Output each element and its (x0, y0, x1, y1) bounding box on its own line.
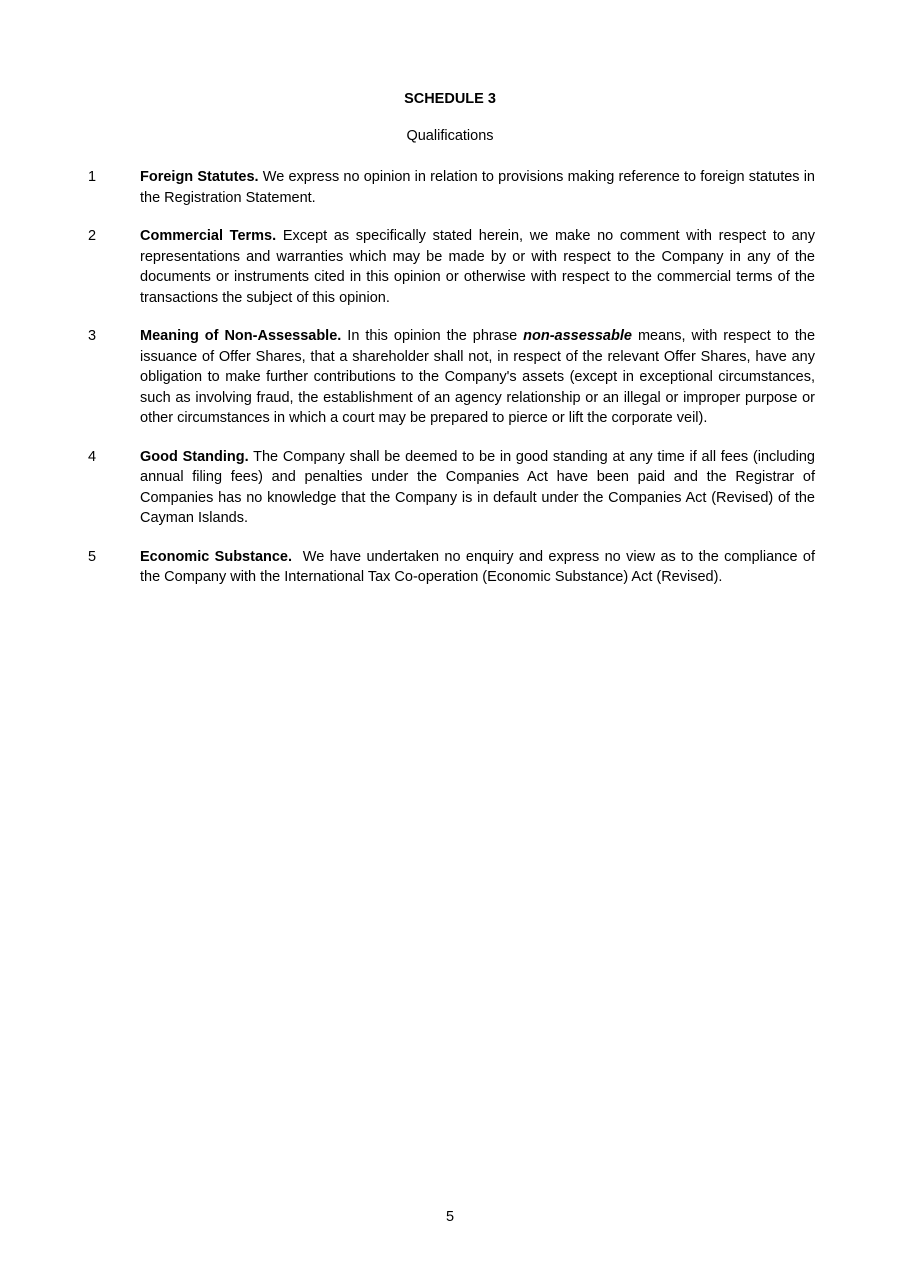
item-number: 3 (88, 328, 97, 344)
item-body: We express no opinion in relation to provisions making reference to foreign statutes in the Registration Statement. (140, 169, 816, 206)
page-number: 5 (445, 1209, 455, 1225)
item-text (140, 167, 815, 208)
list-item-good-standing (88, 447, 815, 529)
item-title: Good Standing. (140, 448, 249, 465)
item-text (140, 226, 815, 308)
item-body-after: means, with respect to the issuance of Offer Shares, that a shareholder shall not, in respect of the relevant Offer Shares, have any obligation to make further contributions to the Company's assets (except in exceptional circumstances, such as involving fraud, the establishment of an agency relationship or an illegal or improper purpose or other circumstances in which a court may be prepared to pierce or lift the corporate veil). (140, 328, 816, 426)
item-title: Foreign Statutes. (140, 169, 259, 185)
list-item-meaning-of-non-assessable (88, 326, 815, 429)
item-body: We have undertaken no enquiry and express no view as to the compliance of the Company with the International Tax Co-operation (Economic Substance) Act (Revised). (140, 548, 815, 585)
item-title: Economic Substance. (140, 548, 293, 565)
item-number: 4 (88, 448, 97, 465)
item-text (140, 326, 815, 429)
item-body-before: In this opinion the phrase (347, 328, 518, 344)
item-body: Except as specifically stated herein, we make no comment with respect to any representations and warranties which may be made by or with respect to the Company in any of the documents or instruments cited in this opinion or otherwise with respect to the commercial terms of the transactions the subject of this opinion. (140, 228, 815, 306)
item-text (140, 447, 815, 529)
item-title: Commercial Terms. (140, 228, 277, 244)
item-number: 5 (88, 548, 97, 565)
item-number: 2 (88, 228, 97, 244)
qualifications-subheading: Qualifications (406, 128, 494, 144)
list-item-foreign-statutes (88, 167, 815, 208)
qualifications-list (88, 167, 815, 588)
schedule-heading: SCHEDULE 3 (404, 91, 496, 107)
item-body-emphasis: non-assessable (523, 328, 632, 344)
item-number: 1 (88, 169, 97, 185)
item-text (140, 547, 815, 588)
list-item-commercial-terms (88, 226, 815, 308)
item-title: Meaning of Non-Assessable. (140, 328, 342, 344)
list-item-economic-substance (88, 547, 815, 588)
item-body: The Company shall be deemed to be in good standing at any time if all fees (including annual filing fees) and penalties under the Companies Act have been paid and the Registrar of Companies has no knowledge that the Company is in default under the Companies Act (Revised) of the Cayman Islands. (140, 448, 815, 526)
